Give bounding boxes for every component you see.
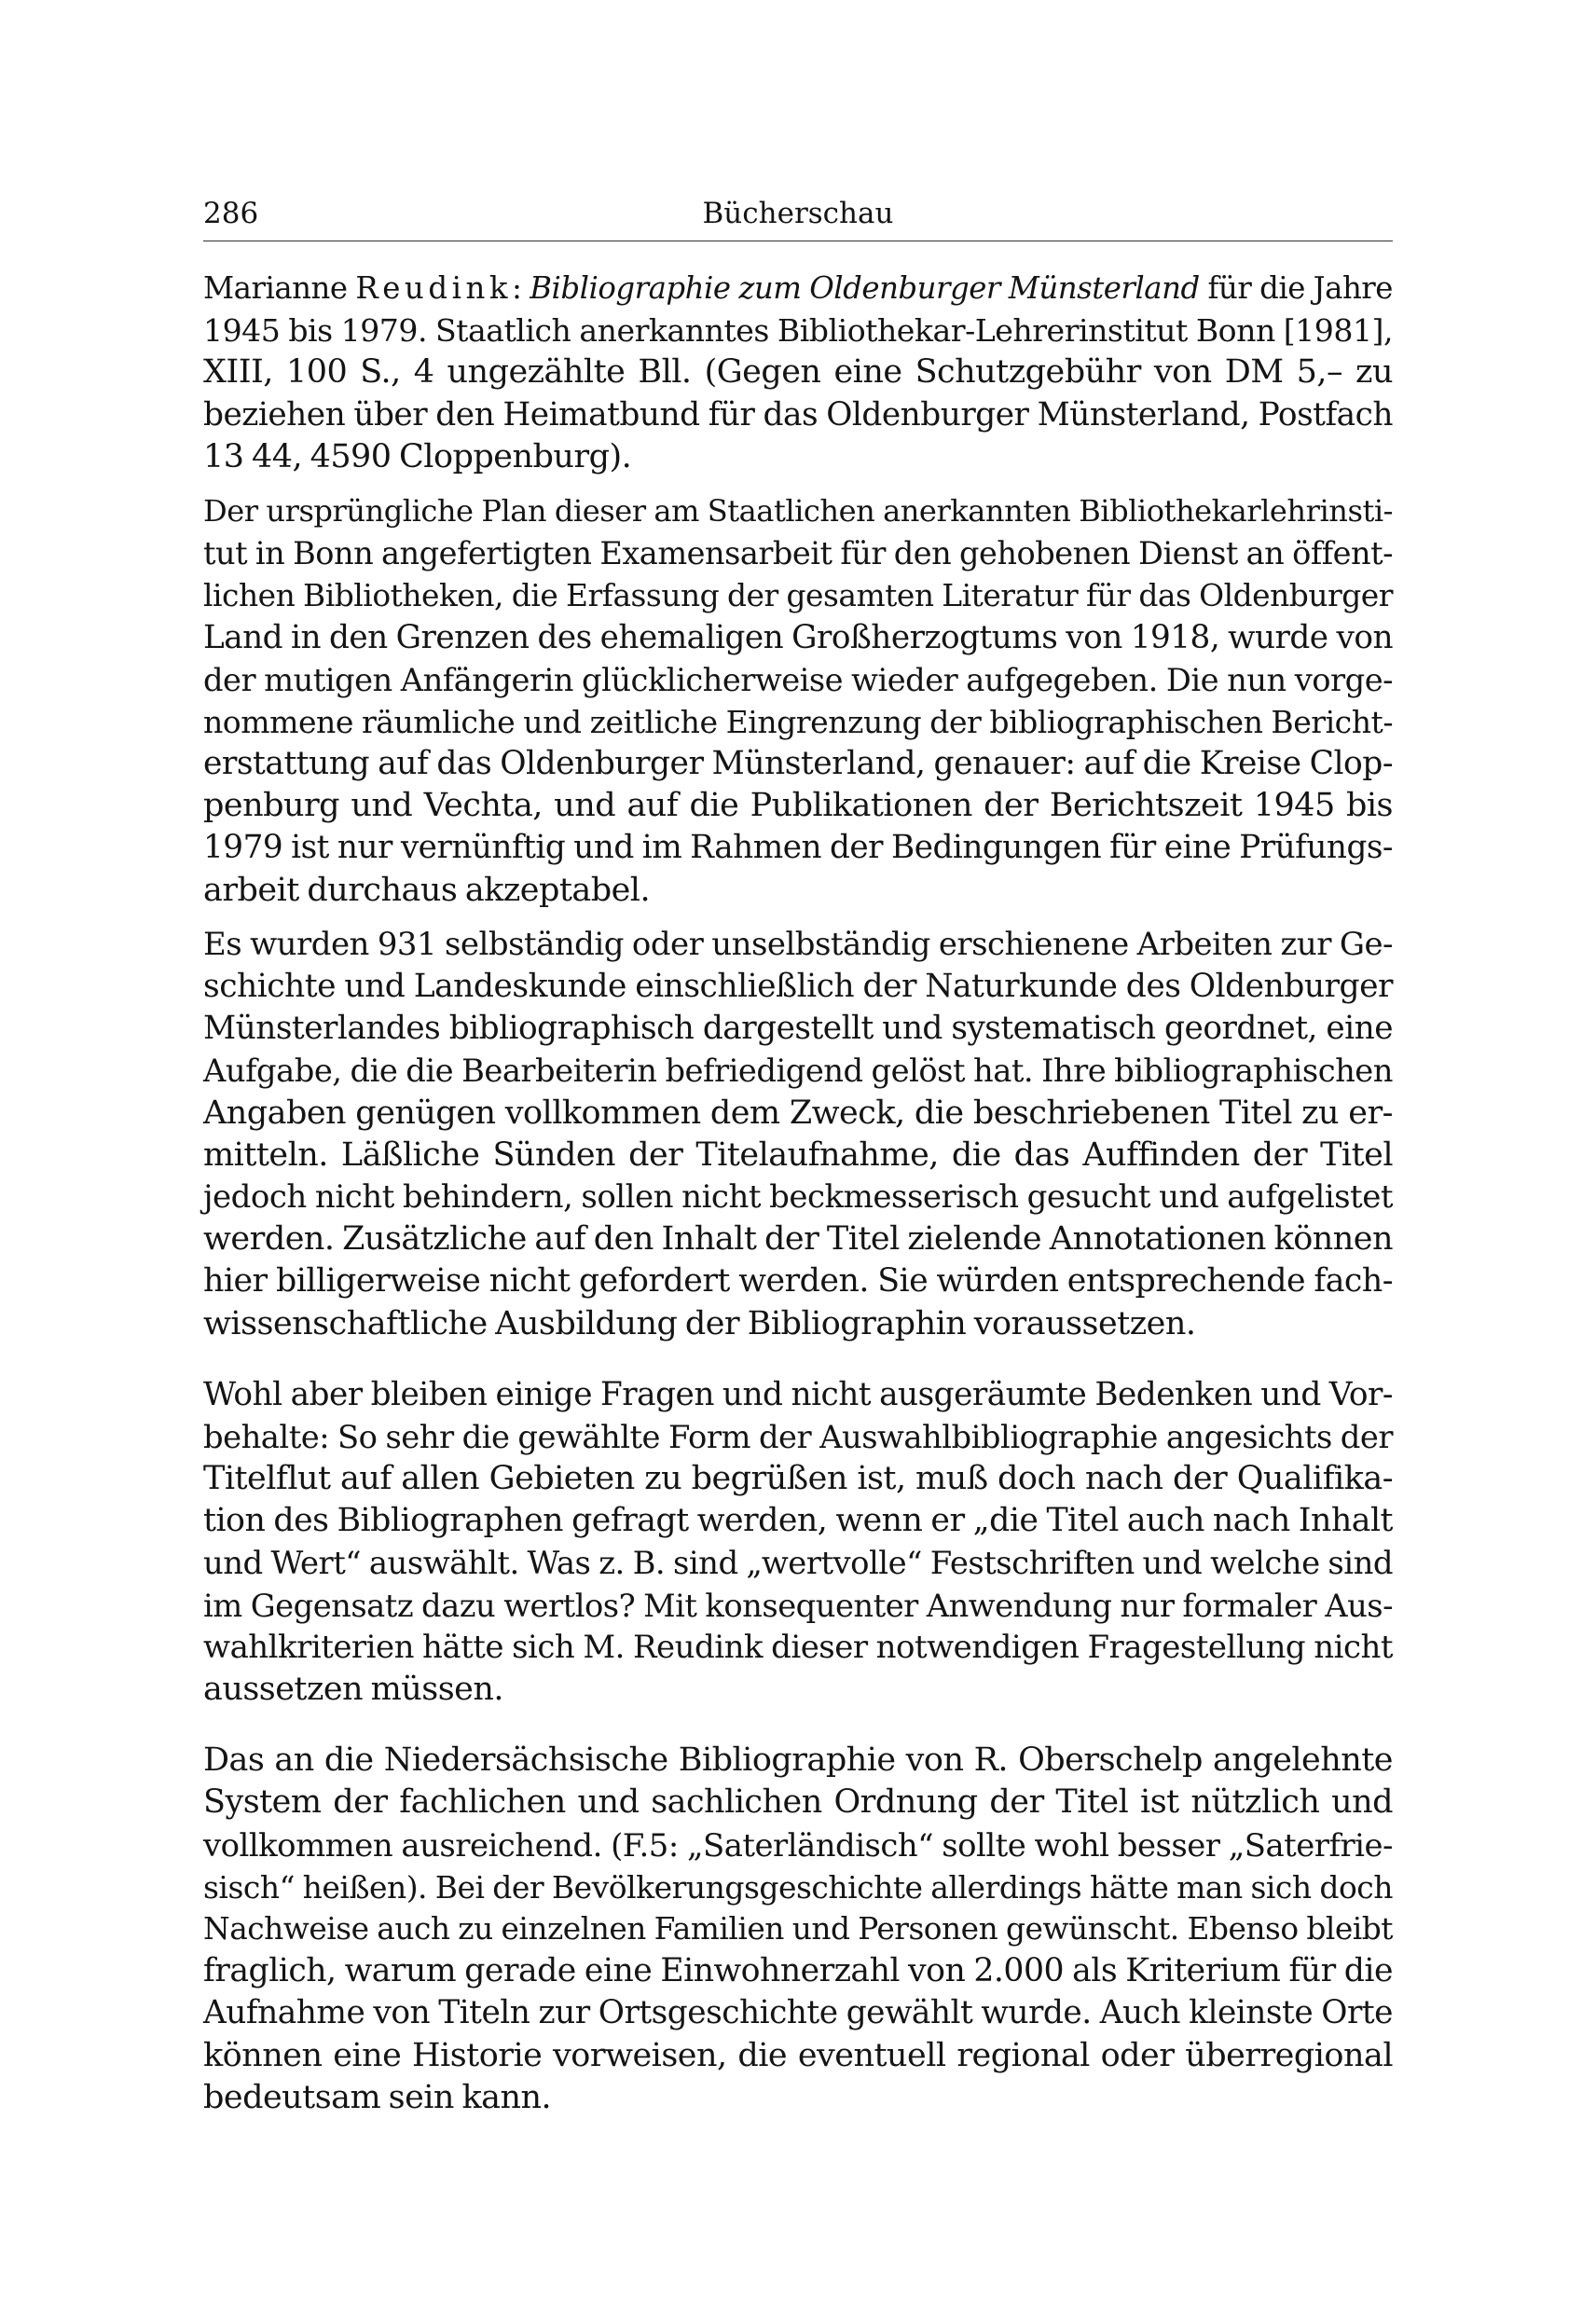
- text-line: bedeutsam sein kann.: [203, 2078, 552, 2116]
- citation-line: beziehen über den Heimatbund für das Oldenburger Münsterland, Postfach: [203, 395, 1393, 434]
- paragraph: [203, 924, 1393, 1345]
- text-line: Münsterlandes bibliographisch dargestellt und systematisch geordnet, eine: [203, 1010, 1393, 1048]
- text-line: jedoch nicht behindern, sollen nicht beckmesserisch gesucht und aufgelistet: [203, 1177, 1393, 1216]
- text-line: Aufgabe, die die Bearbeiterin befriedigend gelöst hat. Ihre bibliographischen: [203, 1053, 1393, 1090]
- text-line: Es wurden 931 selbständig oder unselbständig erschienene Arbeiten zur Ge-: [203, 925, 1393, 963]
- text-line: fraglich, warum gerade eine Einwohnerzahl von 2.000 als Kriterium für die: [203, 1952, 1393, 1990]
- text-line: werden. Zusätzliche auf den Inhalt der Titel zielende Annotationen können: [203, 1220, 1393, 1259]
- text-line: können eine Historie vorweisen, die eventuell regional oder überregional: [203, 2036, 1393, 2074]
- text-line: und Wert“ auswählt. Was z. B. sind „wertvolle“ Festschriften und welche sind: [203, 1545, 1393, 1582]
- book-title: Bibliographie zum Oldenburger Münsterland: [530, 270, 1200, 306]
- text-line: arbeit durchaus akzeptabel.: [203, 871, 651, 909]
- text-line: wissenschaftliche Ausbildung der Bibliographin voraussetzen.: [203, 1304, 1196, 1342]
- text-line: 1979 ist nur vernünftig und im Rahmen der Bedingungen für eine Prüfungs-: [203, 829, 1393, 867]
- citation-colon: :: [512, 270, 522, 306]
- text-line: der mutigen Anfängerin glücklicherweise wieder aufgegeben. Die nun vorge-: [203, 661, 1393, 698]
- text-line: Der ursprüngliche Plan dieser am Staatlichen anerkannten Bibliothekarlehrinsti-: [203, 492, 1393, 529]
- running-head: [203, 191, 1393, 236]
- author-last-name: Reudink: [355, 270, 513, 306]
- text-line: hier billigerweise nicht gefordert werden. Sie würden entsprechende fach-: [203, 1262, 1393, 1300]
- text-line: Das an die Niedersächsische Bibliographie von R. Oberschelp angelehnte: [203, 1741, 1393, 1780]
- text-line: penburg und Vechta, und auf die Publikationen der Berichtszeit 1945 bis: [203, 787, 1393, 825]
- text-line: Aufnahme von Titeln zur Ortsgeschichte gewählt wurde. Auch kleinste Orte: [203, 1994, 1393, 2032]
- text-line: Land in den Grenzen des ehemaligen Großherzogtums von 1918, wurde von: [203, 618, 1393, 656]
- review-body: [203, 268, 1393, 2119]
- text-line: System der fachlichen und sachlichen Ordnung der Titel ist nützlich und: [203, 1783, 1393, 1822]
- citation-line: [203, 268, 1393, 310]
- text-line: nommene räumliche und zeitliche Eingrenzung der bibliographischen Bericht-: [203, 703, 1393, 740]
- text-line: Angaben genügen vollkommen dem Zweck, die beschriebenen Titel zu er-: [203, 1094, 1393, 1132]
- citation-line: 13 44, 4590 Cloppenburg).: [203, 437, 632, 475]
- text-line: vollkommen ausreichend. (F.5: „Saterländisch“ sollte wohl besser „Saterfrie-: [203, 1826, 1393, 1864]
- citation-line: XIII, 100 S., 4 ungezählte Bll. (Gegen eine Schutzgebühr von DM 5,– zu: [203, 353, 1393, 392]
- citation-text: für die Jahre: [1207, 270, 1393, 306]
- paragraph: [203, 1374, 1393, 1712]
- text-line: erstattung auf das Oldenburger Münsterland, genauer: auf die Kreise Clop-: [203, 745, 1393, 783]
- text-line: tut in Bonn angefertigten Examensarbeit für den gehobenen Dienst an öffent-: [203, 535, 1393, 572]
- citation-block: [203, 268, 1393, 478]
- text-line: tion des Bibliographen gefragt werden, wenn er „die Titel auch nach Inhalt: [203, 1502, 1393, 1540]
- citation-line: 1945 bis 1979. Staatlich anerkanntes Bibliothekar-Lehrerinstitut Bonn [1981],: [203, 312, 1393, 350]
- text-line: wahlkriterien hätte sich M. Reudink dieser notwendigen Fragestellung nicht: [203, 1628, 1393, 1666]
- text-line: Wohl aber bleiben einige Fragen und nicht ausgeräumte Bedenken und Vor-: [203, 1375, 1393, 1413]
- paragraph: [203, 490, 1393, 912]
- text-line: im Gegensatz dazu wertlos? Mit konsequenter Anwendung nur formaler Aus-: [203, 1587, 1393, 1624]
- page-number: 286: [203, 197, 259, 230]
- text-line: Titelflut auf allen Gebieten zu begrüßen ist, muß doch nach der Qualifika-: [203, 1460, 1393, 1498]
- text-line: behalte: So sehr die gewählte Form der Auswahlbibliographie angesichts der: [203, 1418, 1393, 1455]
- author-first-name: Marianne: [203, 270, 348, 306]
- text-line: Nachweise auch zu einzelnen Familien und Personen gewünscht. Ebenso bleibt: [203, 1910, 1393, 1947]
- text-line: lichen Bibliotheken, die Erfassung der gesamten Literatur für das Oldenburger: [203, 577, 1393, 614]
- section-title: Bücherschau: [702, 197, 894, 230]
- text-line: schichte und Landeskunde einschließlich der Naturkunde des Oldenburger: [203, 968, 1393, 1005]
- text-line: aussetzen müssen.: [203, 1671, 503, 1708]
- text-line: mitteln. Läßliche Sünden der Titelaufnahme, die das Auffinden der Titel: [203, 1135, 1393, 1174]
- paragraph: [203, 1740, 1393, 2119]
- text-line: sisch“ heißen). Bei der Bevölkerungsgeschichte allerdings hätte man sich doch: [203, 1868, 1393, 1906]
